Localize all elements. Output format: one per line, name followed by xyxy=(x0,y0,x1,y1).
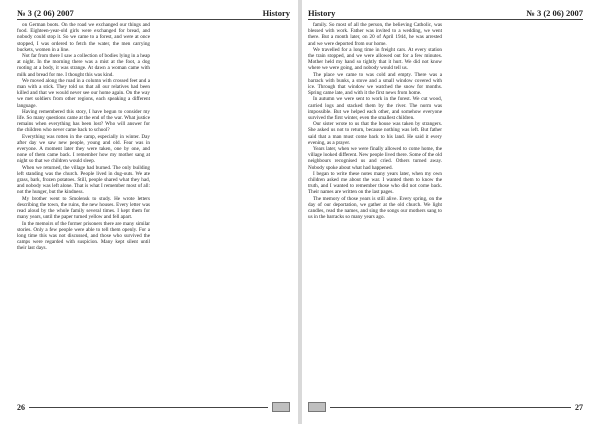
left-paragraph: Not far from there I saw a collection of bodies lying in a heap at night. In the morning there was a mist at the foot, a dog rooting at a body, it was strange. At dawn a woman came with milk and bread for me. I thought this was kind. xyxy=(17,53,150,78)
left-paragraph: on German boots. On the road we exchanged our things and food. Eighteen-year-old girls were exchanged for bread, and nobody could stop it. So we came to a forest, and were at once stopped, I was ordered to fetch the water, the men carrying buckets, women in a line. xyxy=(17,22,150,53)
right-page-number: 27 xyxy=(575,402,583,412)
right-footer-box xyxy=(308,402,326,412)
left-page-footer xyxy=(17,400,290,414)
left-paragraph: Having remembered this story, I have begun to consider my life. So many questions came at the end of the war. What justice remains when everything has been lost? Who will answer for the children who never came back to school? xyxy=(17,108,150,134)
left-paragraph: When we returned, the village had burned. The only building left standing was the church. People lived in dug-outs. We ate grass, bark, frozen potatoes. Still, people shared what they had, and nobody was left alone. That is what I remember most of all: not the hunger, but the kindness. xyxy=(17,164,150,196)
right-paragraph: In autumn we were sent to work in the forest. We cut wood, carried logs and stacked them by the river. The norm was impossible. But we helped each other, and somehow everyone survived the first winter, even the smallest children. xyxy=(308,96,442,122)
left-paragraph: My brother went to Smolensk to study. He wrote letters describing the town, the ruins, the new houses. Every letter was read aloud by the whole family several times. I kept them for many years, until the paper turned yellow and fell apart. xyxy=(17,195,150,221)
left-header-issue: № 3 (2 06) 2007 xyxy=(17,8,74,18)
right-page xyxy=(302,0,600,424)
left-footer-rule xyxy=(29,407,268,408)
left-paragraph: We moved along the road in a column with crossed feet and a man with a stick. They told us that all our relatives had been killed and that we would never see our home again. On the way we met soldiers from other regions, each speaking a different language. xyxy=(17,77,150,109)
left-page-header xyxy=(17,7,290,18)
left-article-body xyxy=(17,22,290,394)
right-article-body xyxy=(308,22,583,394)
right-header-issue: № 3 (2 06) 2007 xyxy=(526,8,583,18)
right-paragraph: Our sister wrote to us that the house was taken by strangers. She asked us not to return, because nothing was left. But father said that a man must come back to his land. He said it every evening, as a prayer. xyxy=(308,121,442,146)
left-paragraph: Everything was rotten in the camp, especially in winter. Day after day we saw new people, young and old. Fear was in everyone. A moment later they were taken, one by one, and none of them came back. I remember how my mother sang at night so that we children would sleep. xyxy=(17,133,150,165)
left-header-rule xyxy=(17,19,290,20)
right-paragraph: Years later, when we were finally allowed to come home, the village looked different. New people lived there. Some of the old neighbours recognised us and cried. Others turned away. Nobody spoke about what had happened. xyxy=(308,146,442,171)
right-paragraph: We travelled for a long time in freight cars. At every station the train stopped, and we were allowed out for a few minutes. Mother held my hand so tightly that it hurt. We did not know where we were going, and nobody would tell us. xyxy=(308,46,442,72)
right-header-section: History xyxy=(308,8,336,18)
left-page-number: 26 xyxy=(17,402,25,412)
right-header-rule xyxy=(308,19,583,20)
left-footer-box xyxy=(272,402,290,412)
right-paragraph: I began to write these notes many years later, when my own children asked me about the war. I wanted them to know the truth, and I wanted to remember those who did not come back. Their names are written on the last pages. xyxy=(308,170,442,196)
right-page-footer xyxy=(308,400,583,414)
right-paragraph: The place we came to was cold and empty. There was a barrack with bunks, a stove and a small window covered with ice. Through that window we watched the snow for months. Spring came late, and with it the first news from home. xyxy=(308,71,442,97)
right-footer-rule xyxy=(330,407,571,408)
right-paragraph: family. So most of all the person, the believing Catholic, was blessed with work. Father was invited to a wedding, we went there. But a month later, on 20 of April 1944, he was arrested and we were deported from our home. xyxy=(308,22,442,47)
left-page xyxy=(0,0,298,424)
left-header-section: History xyxy=(262,8,290,18)
left-paragraph: In the memoirs of the former prisoners there are many similar stories. Only a few people were able to tell them openly. For a long time this was not discussed, and those who survived the camps were regarded with suspicion. Many kept silent until their last days. xyxy=(17,220,150,252)
right-paragraph: The memory of those years is still alive. Every spring, on the day of our deportation, we gather at the old church. We light candles, read the names, and sing the songs our mothers sang to us in the barracks so many years ago. xyxy=(308,195,442,221)
right-page-header xyxy=(308,7,583,18)
